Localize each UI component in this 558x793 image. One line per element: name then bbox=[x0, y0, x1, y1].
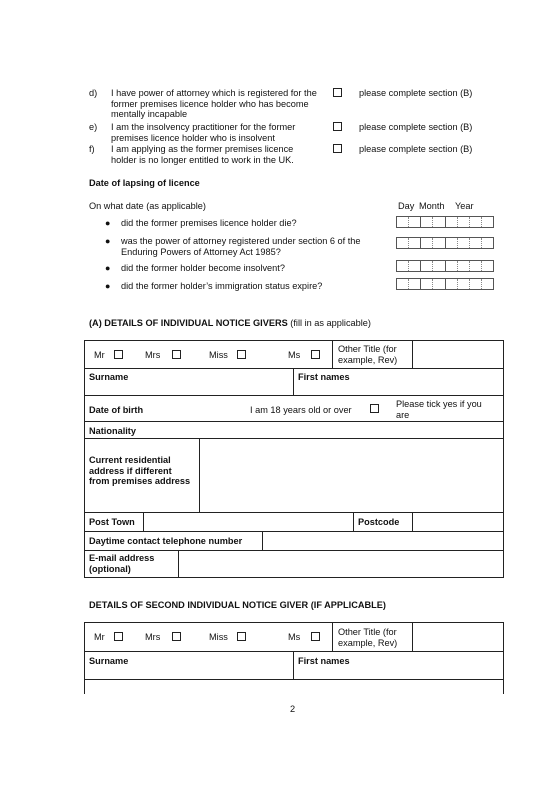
lapse-item: did the former premises licence holder die? bbox=[121, 218, 297, 228]
title-ms-label: Ms bbox=[288, 350, 301, 360]
other-title-input-2[interactable] bbox=[414, 623, 502, 650]
date-input-attorney[interactable] bbox=[396, 237, 494, 249]
section-second-heading: DETAILS OF SECOND INDIVIDUAL NOTICE GIVER (IF APPLICABLE) bbox=[89, 600, 386, 610]
phone-label: Daytime contact telephone number bbox=[89, 536, 243, 546]
bullet-icon: ● bbox=[105, 236, 111, 246]
postcode-input[interactable] bbox=[414, 513, 502, 530]
date-input-immigration[interactable] bbox=[396, 278, 494, 290]
option-action: please complete section (B) bbox=[359, 122, 473, 132]
date-input-death[interactable] bbox=[396, 216, 494, 228]
option-e-checkbox[interactable] bbox=[333, 122, 342, 131]
option-letter: f) bbox=[89, 144, 95, 154]
over18-checkbox[interactable] bbox=[370, 404, 379, 413]
address-input[interactable] bbox=[201, 440, 502, 511]
option-d-checkbox[interactable] bbox=[333, 88, 342, 97]
surname-label: Surname bbox=[89, 372, 129, 382]
phone-input[interactable] bbox=[264, 532, 502, 549]
lapse-question: On what date (as applicable) bbox=[89, 201, 206, 211]
mrs-checkbox[interactable] bbox=[172, 350, 181, 359]
postcode-label: Postcode bbox=[358, 517, 400, 527]
title-miss-label: Miss bbox=[209, 350, 228, 360]
other-title-input[interactable] bbox=[414, 341, 502, 367]
post-town-label: Post Town bbox=[89, 517, 135, 527]
title-ms-label: Ms bbox=[288, 632, 301, 642]
option-action: please complete section (B) bbox=[359, 88, 473, 98]
option-text: I am the insolvency practitioner for the former premises licence holder who is insolvent bbox=[111, 122, 296, 143]
email-input[interactable] bbox=[180, 551, 502, 577]
bullet-icon: ● bbox=[105, 218, 111, 228]
title-mr-label: Mr bbox=[94, 632, 105, 642]
option-text: I have power of attorney which is registered for the former premises licence holder who has become mentally incapable bbox=[111, 88, 317, 119]
lapse-heading: Date of lapsing of licence bbox=[89, 178, 200, 188]
first-names-input-2[interactable] bbox=[294, 666, 502, 679]
first-names-label: First names bbox=[298, 656, 350, 666]
address-label: Current residential address if different from premises address bbox=[89, 455, 191, 486]
lapse-item: did the former holder’s immigration status expire? bbox=[121, 281, 323, 291]
ms-checkbox[interactable] bbox=[311, 350, 320, 359]
other-title-label: Other Title (for example, Rev) bbox=[338, 627, 398, 648]
col-month: Month bbox=[419, 201, 445, 211]
option-text: I am applying as the former premises licence holder is no longer entitled to work in the UK. bbox=[111, 144, 294, 165]
lapse-item: was the power of attorney registered under section 6 of the Enduring Powers of Attorney Act 1985? bbox=[121, 236, 361, 257]
option-letter: d) bbox=[89, 88, 98, 98]
dob-input[interactable] bbox=[150, 397, 245, 419]
page-number: 2 bbox=[290, 704, 296, 714]
miss-checkbox-2[interactable] bbox=[237, 632, 246, 641]
surname-input[interactable] bbox=[84, 382, 292, 395]
miss-checkbox[interactable] bbox=[237, 350, 246, 359]
surname-label: Surname bbox=[89, 656, 129, 666]
title-miss-label: Miss bbox=[209, 632, 228, 642]
nationality-input[interactable] bbox=[150, 423, 502, 437]
title-mr-label: Mr bbox=[94, 350, 105, 360]
bullet-icon: ● bbox=[105, 263, 111, 273]
email-label: E-mail address (optional) bbox=[89, 553, 155, 574]
ms-checkbox-2[interactable] bbox=[311, 632, 320, 641]
nationality-label: Nationality bbox=[89, 426, 136, 436]
title-mrs-label: Mrs bbox=[145, 632, 161, 642]
col-year: Year bbox=[455, 201, 474, 211]
lapse-item: did the former holder become insolvent? bbox=[121, 263, 285, 273]
option-letter: e) bbox=[89, 122, 98, 132]
tick-yes-note: Please tick yes if you are bbox=[396, 399, 482, 420]
col-day: Day bbox=[398, 201, 415, 211]
option-f-checkbox[interactable] bbox=[333, 144, 342, 153]
post-town-input[interactable] bbox=[145, 513, 352, 530]
over18-label: I am 18 years old or over bbox=[250, 405, 352, 415]
bullet-icon: ● bbox=[105, 281, 111, 291]
other-title-label: Other Title (for example, Rev) bbox=[338, 344, 398, 365]
mrs-checkbox-2[interactable] bbox=[172, 632, 181, 641]
dob-label: Date of birth bbox=[89, 405, 144, 415]
first-names-label: First names bbox=[298, 372, 350, 382]
surname-input-2[interactable] bbox=[84, 666, 292, 679]
date-input-insolvent[interactable] bbox=[396, 260, 494, 272]
option-action: please complete section (B) bbox=[359, 144, 473, 154]
mr-checkbox[interactable] bbox=[114, 350, 123, 359]
section-a-heading: (A) DETAILS OF INDIVIDUAL NOTICE GIVERS (fill in as applicable) bbox=[89, 318, 371, 328]
mr-checkbox-2[interactable] bbox=[114, 632, 123, 641]
first-names-input[interactable] bbox=[294, 382, 502, 395]
title-mrs-label: Mrs bbox=[145, 350, 161, 360]
